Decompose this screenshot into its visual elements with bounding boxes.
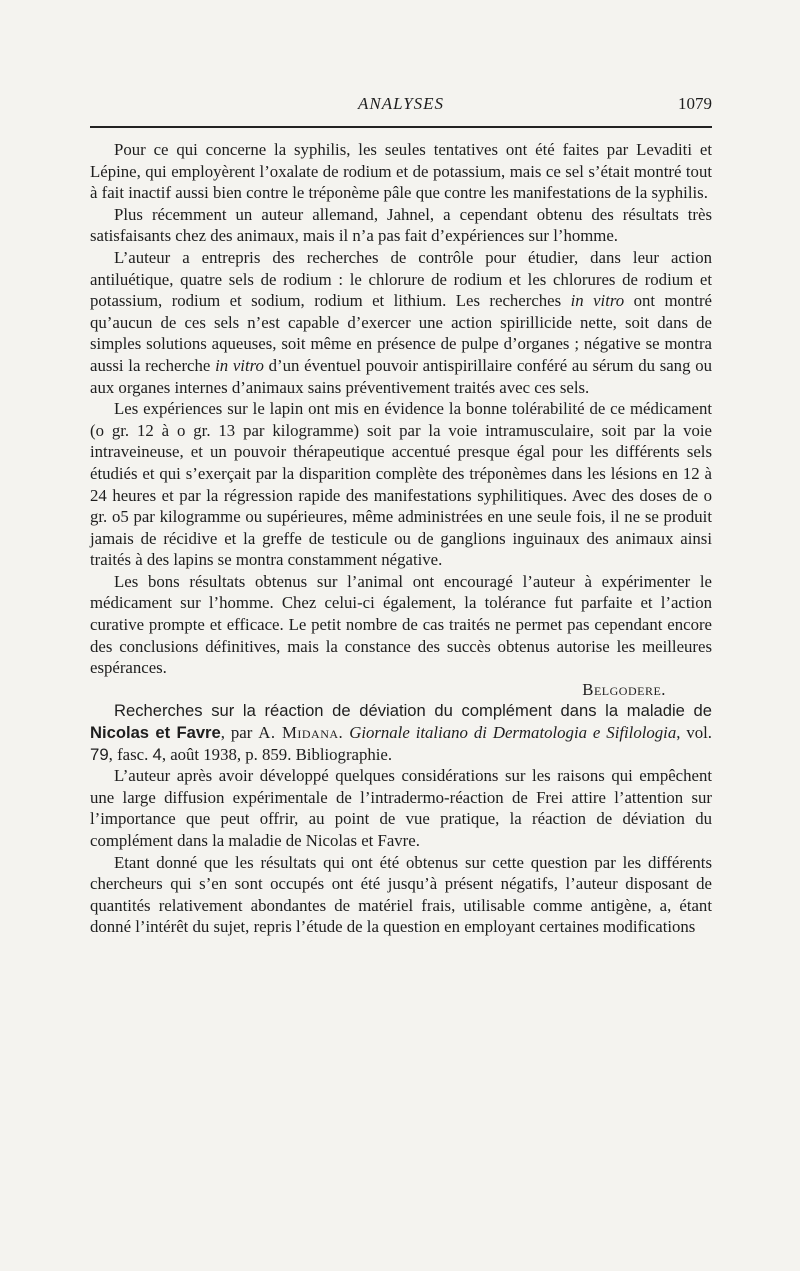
paragraph-text: ont montré qu’aucun de ces sels n’est capable d’exercer une action spirillicide nette, soit dans de simples solutions aqueuses, soit même en présence de pulpe d’organes ; négative se montra aussi la recherche [90, 291, 713, 375]
paragraph-text: d’un éventuel pouvoir antispirillaire conféré au sérum du sang ou aux organes internes d’animaux sains préventivement traités avec ces sels. [90, 355, 712, 397]
article2-paragraph-1: L’auteur après avoir développé quelques considérations sur les raisons qui empêchent une large diffusion expérimentale de l’intradermo-réaction de Frei attire l’attention sur l’importance que peut offrir, au point de vue pratique, la réaction de déviation du complément dans la maladie de Nicolas et Favre. [90, 766, 712, 850]
latin-term: in vitro [215, 355, 264, 375]
journal-name: Giornale italiano di Dermatologia e Sifilologia [343, 723, 677, 743]
ref-text: , fasc. [108, 744, 153, 764]
author-name: A. Midana. [258, 723, 344, 743]
article1-paragraph-4: Les expériences sur le lapin ont mis en évidence la bonne tolérabilité de ce médicament (o gr. 12 à o gr. 13 par kilogramme) soit par la voie intramusculaire, soit par la voie intraveineuse, et un pouvoir thérapeutique accentué presque égal pour les différents sels étudiés et qui s’exerçait par la disparition complète des tréponèmes dans les lésions en 12 à 24 heures et par la régression rapide des manifestations syphilitiques. Avec des doses de o gr. o5 par kilogramme ou supérieures, même administrées en une seule fois, il ne se produit jamais de récidive et la greffe de testicule ou de ganglions inguinaux des animaux ainsi traités à des lapins se montra constamment négative. [90, 399, 712, 570]
article1-paragraph-1: Pour ce qui concerne la syphilis, les seules tentatives ont été faites par Levaditi et Lépine, qui employèrent l’oxalate de rodium et de potassium, mais ce sel s’était montré tout à fait inactif aussi bien contre le tréponème pâle que contre les manifestations de la syphilis. [90, 140, 712, 203]
article2-paragraph-2: Etant donné que les résultats qui ont été obtenus sur cette question par les différents chercheurs qui s’en sont occupés ont été jusqu’à présent négatifs, l’auteur disposant de quantités relativement abondantes de matériel frais, utilisable comme antigène, a, étant donné l’intérêt du sujet, repris l’étude de la question en employant certaines modifications [90, 852, 712, 937]
article1-paragraph-2: Plus récemment un auteur allemand, Jahnel, a cependant obtenu des résultats très satisfaisants chez des animaux, mais il n’a pas fait d’expériences sur l’homme. [90, 204, 712, 246]
ref-author [258, 723, 343, 742]
page-number: 1079 [678, 94, 712, 113]
ref-text: , par [220, 723, 259, 743]
header-rule [90, 126, 712, 128]
article1-paragraph-5: Les bons résultats obtenus sur l’animal ont encouragé l’auteur à expérimenter le médicament sur l’homme. Chez celui-ci également, la tolérance fut parfaite et l’action curative prompte et efficace. Le petit nombre de cas traités ne permet pas cependant encore des conclusions définitives, mais la constance des succès obtenus autorise les meilleures espérances. [90, 571, 712, 678]
latin-term: in vitro [570, 291, 625, 311]
ref-text: , août 1938, p. 859. Bibliographie. [161, 744, 393, 764]
page-body [90, 139, 712, 938]
volume-number: 79 [90, 744, 109, 764]
title-names: Nicolas et Favre [90, 723, 221, 743]
article2-heading [90, 700, 712, 765]
title-text: Recherches sur la réaction de déviation du complément dans la maladie de [114, 701, 712, 721]
running-header [90, 94, 712, 120]
running-title: ANALYSES [357, 94, 445, 113]
paragraph-text: L’auteur a entrepris des recherches de contrôle pour étudier, dans leur action antiluétique, quatre sels de rodium : le chlorure de rodium et les chlorures de rodium et potassium, rodium et sodium, rodium et lithium. Les recherches [90, 247, 712, 311]
fascicle-number: 4 [152, 744, 162, 764]
article1-paragraph-3 [90, 247, 712, 398]
reviewer-signature: Belgodere. [582, 679, 666, 699]
ref-text: , vol. [676, 723, 712, 743]
